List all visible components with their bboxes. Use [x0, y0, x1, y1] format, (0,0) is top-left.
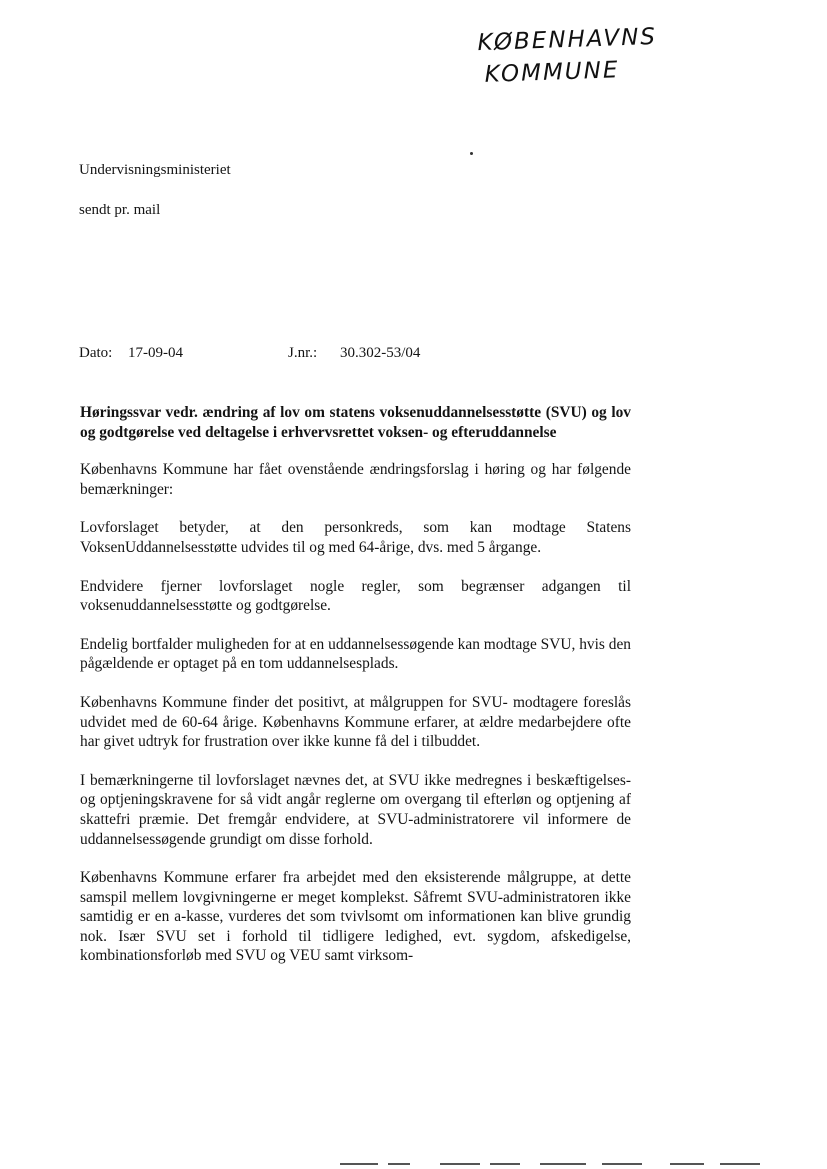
handwritten-line-2: KOMMUNE [484, 57, 620, 88]
handwritten-line-1: KØBENHAVNS [477, 23, 658, 57]
subject-heading: Høringssvar vedr. ændring af lov om statens voksenuddannelsesstøtte (SVU) og lov og godtgørelse ved deltagelse i erhvervsrettet voksen- og efteruddannelse [80, 404, 631, 441]
paragraph: I bemærkningerne til lovforslaget nævnes det, at SVU ikke medregnes i beskæftigelses- og optjeningskravene for så vidt angår reglerne om overgang til efterløn og optjening af skattefri præmie. Det fremgår endvidere, at SVU-administratorere vil informere de uddannelsessøgende grundigt om disse forhold. [80, 771, 631, 848]
letter-body [80, 403, 631, 985]
scan-mark [440, 1163, 480, 1165]
scan-speck [470, 152, 473, 155]
journal-value: 30.302-53/04 [340, 345, 421, 361]
date-value: 17-09-04 [128, 345, 183, 361]
journal-label: J.nr.: [288, 345, 318, 361]
scan-mark [720, 1163, 760, 1165]
handwritten-sender-note [477, 21, 659, 91]
paragraph: Lovforslaget betyder, at den personkreds, som kan modtage Statens VoksenUddannelsesstøtte udvides til og med 64-årige, dvs. med 5 årgange. [80, 519, 631, 556]
paragraph: Københavns Kommune har fået ovenstående ændringsforslag i høring og har følgende bemærkninger: [80, 461, 631, 498]
scan-mark [490, 1163, 520, 1165]
paragraph: Københavns Kommune erfarer fra arbejdet med den eksisterende målgruppe, at dette samspil mellem lovgivningerne er meget komplekst. Såfremt SVU-administratoren ikke samtidig er en a-kasse, vurderes det som tvivlsomt om informationen kan blive grundig nok. Især SVU set i forhold til tidligere ledighed, evt. sygdom, afskedigelse, kombinationsforløb med SVU og VEU samt virksom- [80, 869, 631, 965]
paragraph: Endvidere fjerner lovforslaget nogle regler, som begrænser adgangen til voksenuddannelsesstøtte og godtgørelse. [80, 577, 631, 615]
scan-mark [540, 1163, 586, 1165]
scan-mark [340, 1163, 378, 1165]
sent-by-note: sendt pr. mail [79, 202, 161, 218]
paragraph: Københavns Kommune finder det positivt, at målgruppen for SVU- modtagere foreslås udvidet med de 60-64 årige. Københavns Kommune erfarer, at ældre medarbejdere ofte har givet udtryk for frustration over ikke kunne få del i tilbuddet. [80, 693, 631, 751]
date-label: Dato: [79, 345, 113, 361]
scan-edge-marks [340, 1163, 810, 1166]
scan-mark [670, 1163, 704, 1165]
recipient: Undervisningsministeriet [79, 162, 231, 178]
paragraph: Endelig bortfalder muligheden for at en uddannelsessøgende kan modtage SVU, hvis den pågældende er optaget på en tom uddannelsesplads. [80, 635, 631, 673]
scan-mark [602, 1163, 642, 1165]
scan-mark [388, 1163, 410, 1165]
